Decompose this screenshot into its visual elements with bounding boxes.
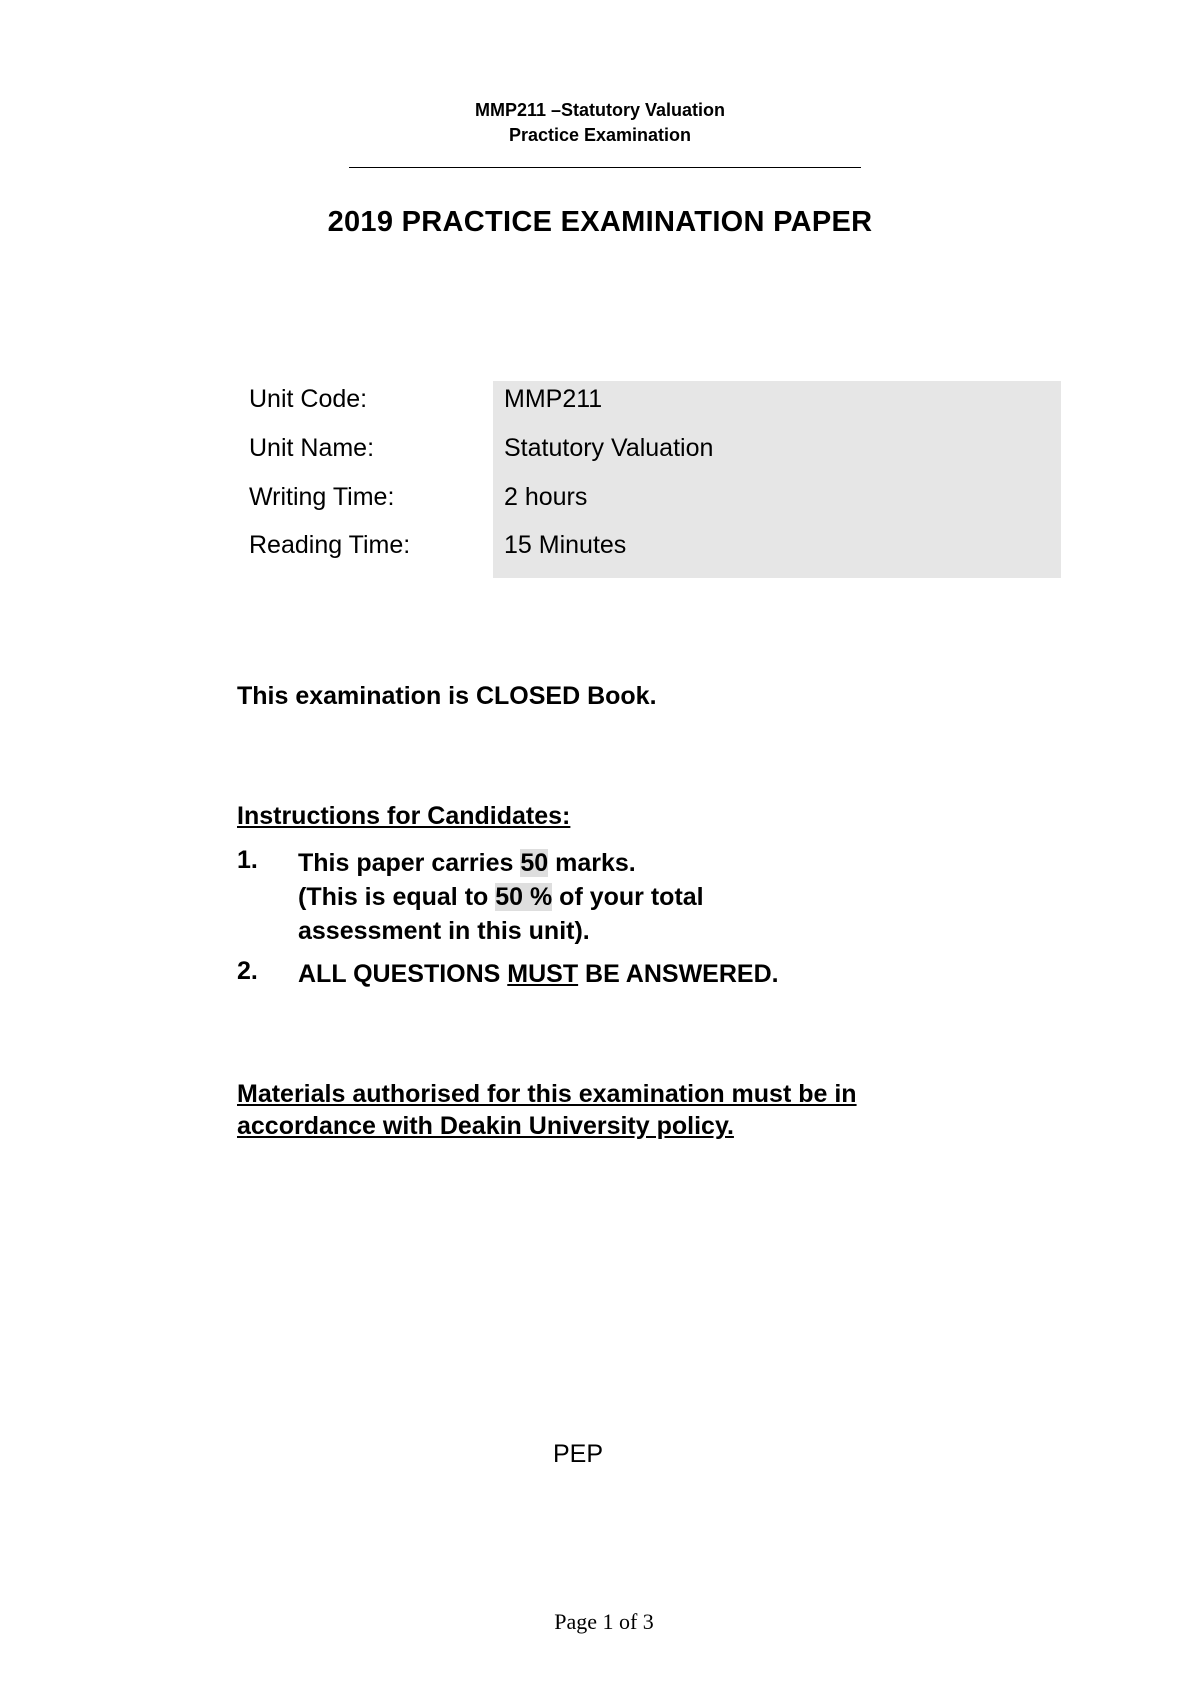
pep-mark: PEP — [552, 1440, 604, 1468]
info-row-writing-time — [0, 483, 1200, 523]
highlight-percent: 50 % — [495, 883, 553, 911]
info-label: Reading Time: — [249, 531, 411, 559]
header-sub-line: Practice Examination — [508, 125, 692, 145]
emphasis-must: MUST — [507, 960, 579, 988]
info-row-unit-code — [0, 385, 1200, 425]
page-number: Page 1 of 3 — [554, 1609, 654, 1634]
materials-line-1: Materials authorised for this examination must be in — [237, 1080, 857, 1108]
instructions-title: Instructions for Candidates: — [237, 802, 571, 830]
info-value: MMP211 — [504, 385, 603, 413]
info-label: Unit Code: — [249, 385, 368, 413]
highlight-marks: 50 — [520, 849, 549, 877]
item-1-line-3: assessment in this unit). — [298, 917, 590, 945]
item-number: 1. — [237, 846, 258, 874]
header-rule — [349, 167, 861, 168]
info-value: 2 hours — [504, 483, 588, 511]
page-title: 2019 PRACTICE EXAMINATION PAPER — [327, 206, 873, 238]
materials-line-2: accordance with Deakin University policy. — [237, 1112, 734, 1140]
item-number: 2. — [237, 957, 258, 985]
item-1-line-1: This paper carries 50 marks. — [298, 849, 636, 877]
closed-book-notice: This examination is CLOSED Book. — [237, 682, 657, 710]
materials-notice — [237, 1078, 857, 1142]
info-row-unit-name — [0, 434, 1200, 474]
info-value: 15 Minutes — [504, 531, 627, 559]
info-row-reading-time — [0, 531, 1200, 571]
info-label: Writing Time: — [249, 483, 395, 511]
item-1-line-2: (This is equal to 50 % of your total — [298, 883, 704, 911]
info-value: Statutory Valuation — [504, 434, 714, 462]
info-label: Unit Name: — [249, 434, 375, 462]
header-unit-line: MMP211 –Statutory Valuation — [474, 100, 726, 120]
